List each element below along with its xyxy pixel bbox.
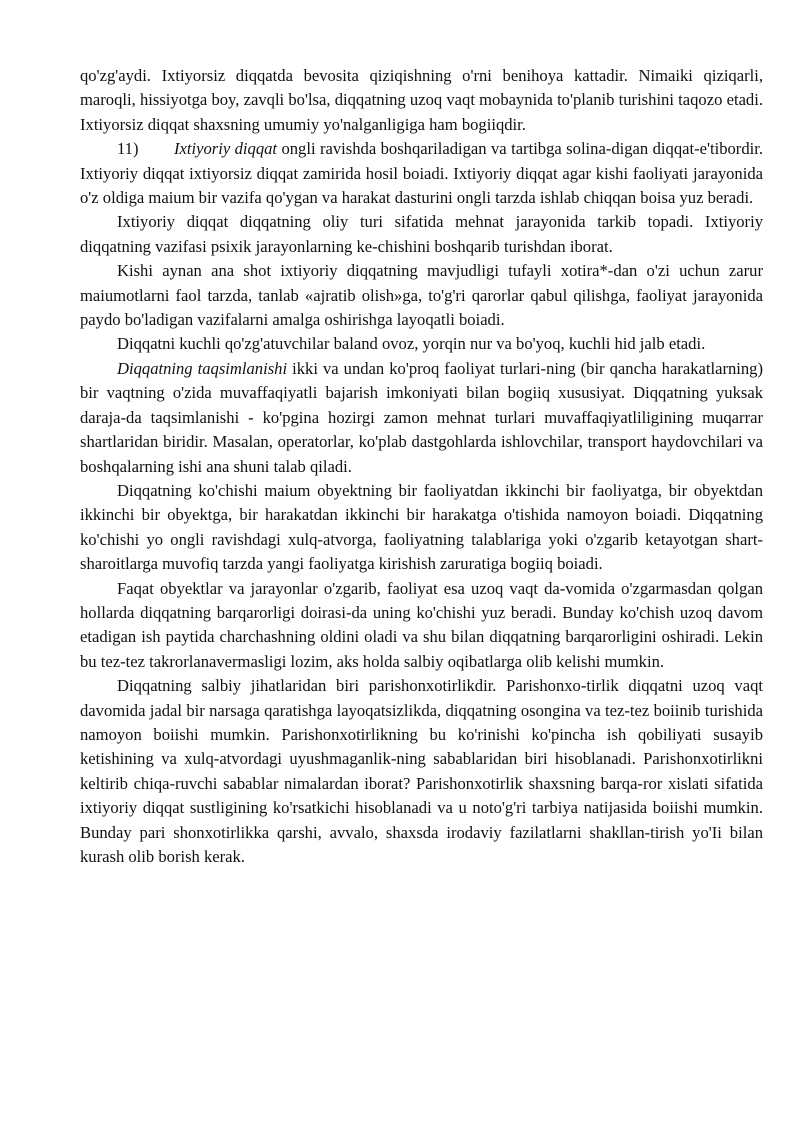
paragraph-2-text: ongli ravishda boshqariladigan va tartibga solina-digan diqqat-e'tibordir. Ixtiyoriy diqqat ixtiyorsiz diqqat zamirida hosil boiadi. Ixtiyoriy diqqat agar kishi faoliyati jarayonida o'z oldiga maium bir vazifa qo'ygan va harakat dasturini ongli tarzda ishlab chiqqan boisa yuz beradi. xyxy=(80,139,763,208)
paragraph-1: qo'zg'aydi. Ixtiyorsiz diqqatda bevosita qiziqishning o'rni benihoya kattadir. Nimaiki qiziqarli, maroqli, hissiyotga boy, zavqli bo'lsa, diqqatning uzoq vaqt mobaynida to'planib turishini taqozo etadi. Ixtiyorsiz diqqat shaxsning umumiy yo'nalganligiga ham bogiiqdir. xyxy=(80,66,763,134)
paragraph-5: Diqqatni kuchli qo'zg'atuvchilar baland ovoz, yorqin nur va bo'yoq, kuchli hid jalb etadi. xyxy=(117,334,706,354)
paragraph-6-text: ikki va undan ko'proq faoliyat turlari-ning (bir qancha harakatlarning) bir vaqtning o'zida muvaffaqiyatli bajarish imkoniyati bilan bogiiq xususiyat. Diqqatning yuksak daraja-da taqsimlanishi - ko'pgina hozirgi zamon mehnat turlari muvaffaqiyatliligining muqarrar shartlaridan biridir. Masalan, operatorlar, ko'plab dastgohlarda ishlovchilar, transport haydovchilari va boshqalarning ishi ana shuni talab qiladi. xyxy=(80,358,763,476)
paragraph-3: Ixtiyoriy diqqat diqqatning oliy turi sifatida mehnat jarayonida tarkib topadi. Ixtiyoriy diqqatning vazifasi psixik jarayonlarning ke-chishini boshqarib turishdan iborat. xyxy=(80,212,763,256)
paragraph-9: Diqqatning salbiy jihatlaridan biri parishonxotirlikdir. Parishonxo-tirlik diqqatni uzoq vaqt davomida jadal bir narsaga qaratishga layoqatsizlikda, diqqatning osongina va tez-tez boiinib turishida namoyon boiishi mumkin. Parishonxotirlikning bu ko'rinishi ko'pincha ish qobiliyati susayib ketishining va xulq-atvordagi uyushmaganlik-ning sabablaridan biri hisoblanadi. Parishonxotirlikni keltirib chiqa-ruvchi sabablar nimalardan iborat? Parishonxotirlik shaxsning barqa-ror xislati sifatida ixtiyoriy diqqat sustligining ko'rsatkichi hisoblanadi va u noto'g'ri tarbiya natijasida boiishi mumkin. Bunday pari shonxotirlikka qarshi, avvalo, shaxsda irodaviy fazilatlarni shakllan-tirish yo'Ii bilan kurash olib borish kerak. xyxy=(80,676,763,866)
paragraph-4: Kishi aynan ana shot ixtiyoriy diqqatning mavjudligi tufayli xotira*-dan o'zi uchun zarur maiumotlarni faol tarzda, tanlab «ajratib olish»ga, to'g'ri qarorlar qabul qilishga, faoliyat jarayonida paydo bo'ladigan vazifalarni amalga oshirishga layoqatli boiadi. xyxy=(80,261,763,330)
document-page xyxy=(80,64,763,869)
paragraph-7: Diqqatning ko'chishi maium obyektning bir faoliyatdan ikkinchi bir faoliyatga, bir obyektdan ikkinchi bir obyektga, bir harakatdan ikkinchi bir harakatga o'tishida namoyon boiadi. Diqqatning ko'chishi yo ongli ravishdagi xulq-atvorga, faoliyatning talablariga yoki o'zgarib ketayotgan shart-sharoitlarga muvofiq tarzda yangi faoliyatga kirishish zaruratiga bogiiq boiadi. xyxy=(80,480,763,574)
paragraph-2 xyxy=(80,137,763,210)
paragraph-8: Faqat obyektlar va jarayonlar o'zgarib, faoliyat esa uzoq vaqt da-vomida o'zgarmasdan qolgan hollarda diqqatning barqarorligi doirasi-da uning ko'chishi yuz beradi. Bunday ko'chish uzoq davom etadigan ish paytida charchashning oldini oladi va shu bilan diqqatning barqarorligini oshiradi. Lekin bu tez-tez takrorlanavermasligi lozim, aks holda salbiy oqibatlarga olib kelishi mumkin. xyxy=(80,578,763,671)
paragraph-2-number: 11) xyxy=(117,139,139,159)
paragraph-6 xyxy=(80,357,763,479)
paragraph-2-term: Ixtiyoriy diqqat xyxy=(174,139,278,159)
paragraph-6-term: Diqqatning taqsimlanishi xyxy=(117,358,288,378)
